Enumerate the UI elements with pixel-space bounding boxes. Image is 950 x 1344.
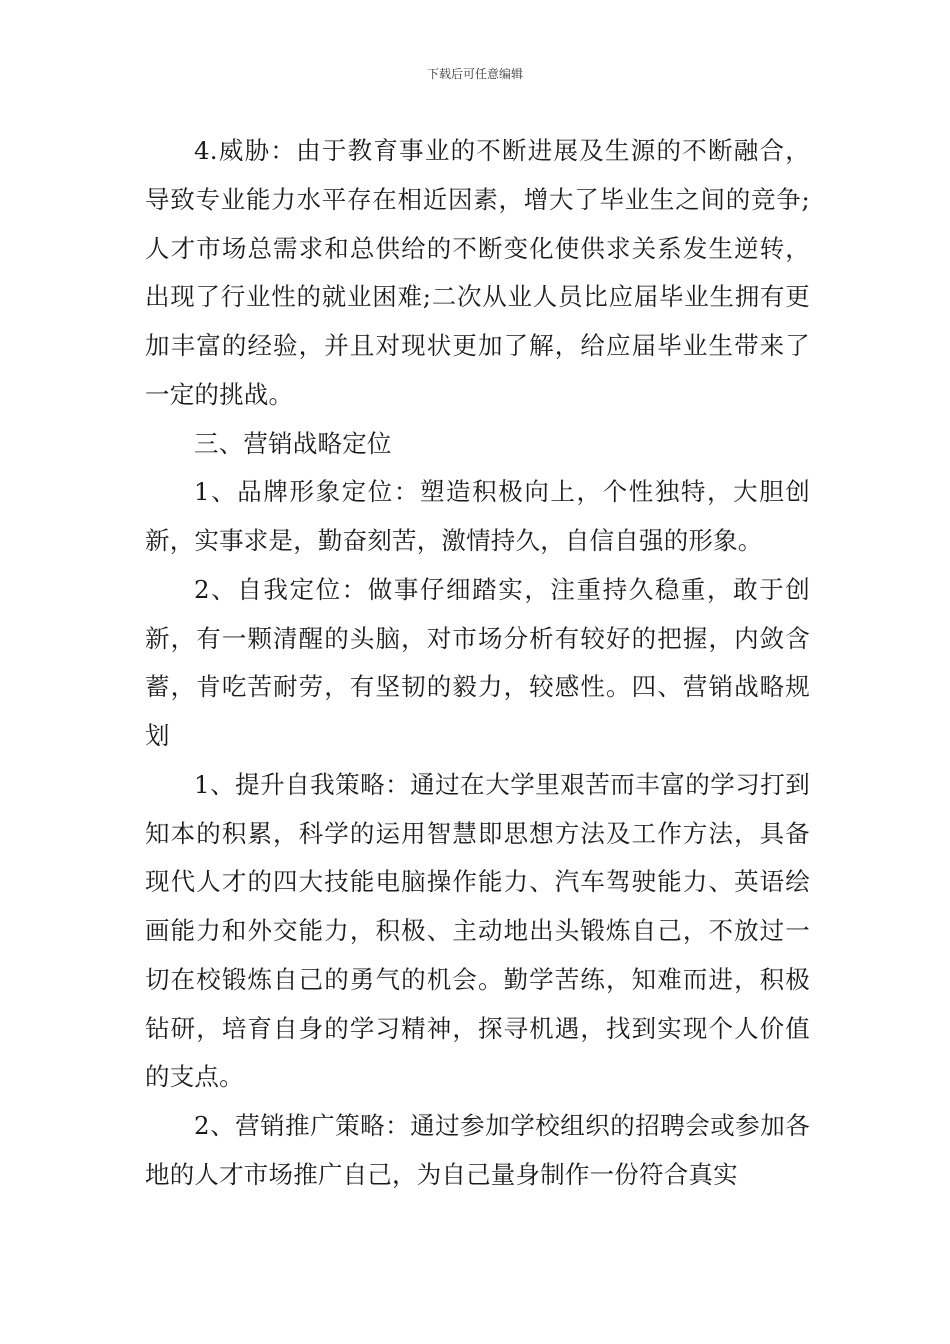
section-heading-marketing-positioning: 三、营销战略定位: [194, 428, 392, 458]
paragraph-self-improvement-strategy: 1、提升自我策略：通过在大学里艰苦而丰富的学习打到知本的积累，科学的运用智慧即思想方法及工作方法，具备现代人才的四大技能电脑操作能力、汽车驾驶能力、英语绘画能力和外交能力，积极、主动地出头锻炼自己，不放过一切在校锻炼自己的勇气的机会。勤学苦练，知难而进，积极钻研，培育自身的学习精神，探寻机遇，找到实现个人价值的支点。: [145, 769, 810, 1092]
page-header: 下载后可任意编辑: [426, 67, 523, 81]
paragraph-self-positioning: 2、自我定位：做事仔细踏实，注重持久稳重，敢于创新，有一颗清醒的头脑，对市场分析有较好的把握，内敛含蓄，肯吃苦耐劳，有坚韧的毅力，较感性。四、营销战略规划: [145, 574, 810, 750]
paragraph-brand-positioning: 1、品牌形象定位：塑造积极向上，个性独特，大胆创新，实事求是，勤奋刻苦，激情持久，自信自强的形象。: [145, 477, 810, 555]
paragraph-threats: 4.威胁：由于教育事业的不断进展及生源的不断融合，导致专业能力水平存在相近因素，增大了毕业生之间的竞争;人才市场总需求和总供给的不断变化使供求关系发生逆转，出现了行业性的就业困难;二次从业人员比应届毕业生拥有更加丰富的经验，并且对现状更加了解，给应届毕业生带来了一定的挑战。: [145, 136, 810, 409]
document-body: [145, 127, 810, 1200]
paragraph-promotion-strategy: 2、营销推广策略：通过参加学校组织的招聘会或参加各地的人才市场推广自己，为自己量身制作一份符合真实: [145, 1111, 810, 1189]
